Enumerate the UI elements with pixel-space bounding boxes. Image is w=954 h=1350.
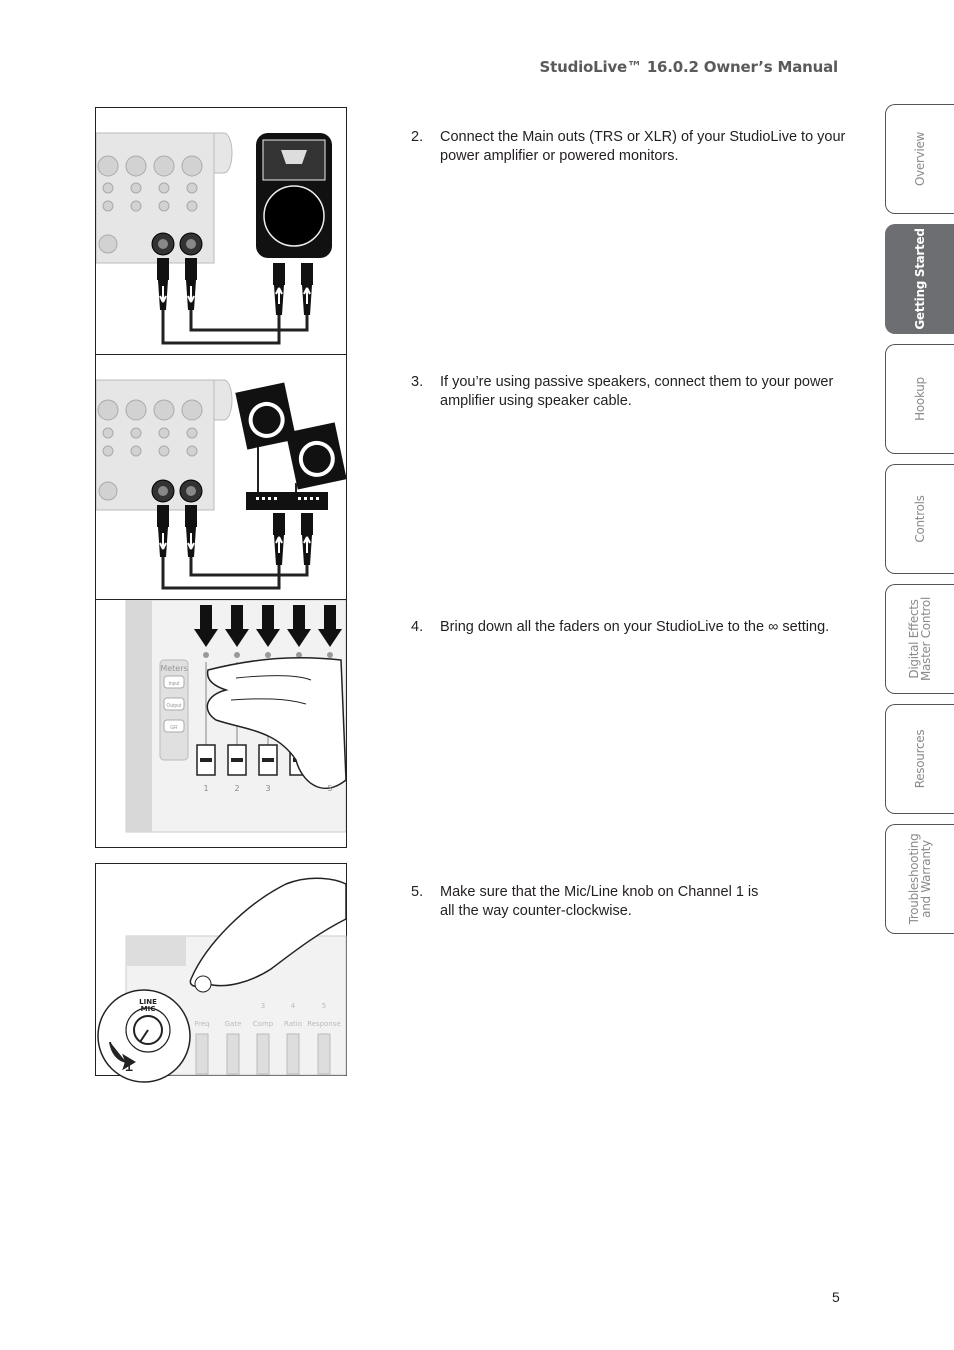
fader-number: 5 — [327, 784, 333, 793]
tab-label: Troubleshooting and Warranty — [907, 833, 933, 925]
strip-label: Gate — [224, 1020, 242, 1028]
channel-number: 1 — [123, 1056, 135, 1075]
strip-label: Comp — [252, 1020, 274, 1028]
passive-speaker-illustration — [96, 355, 346, 600]
figure-faders-down — [95, 599, 347, 848]
tab-label: Controls — [913, 495, 927, 543]
tab-troubleshooting-and-warranty[interactable] — [885, 824, 954, 934]
strip-number: 4 — [290, 1002, 296, 1010]
figure-mic-line-knob — [95, 863, 347, 1076]
step-text: Bring down all the faders on your StudioLive to the ∞ setting. — [440, 619, 830, 635]
figure-passive-speaker-hookup — [95, 354, 347, 601]
meter-button-label: Input — [168, 681, 180, 687]
header-title: StudioLive™ 16.0.2 Owner’s Manual — [539, 58, 838, 76]
fader-number: 1 — [203, 784, 209, 793]
fader-number: 3 — [265, 784, 271, 793]
strip-label: Freq — [194, 1020, 210, 1028]
tab-overview[interactable] — [885, 104, 954, 214]
tab-label: Hookup — [913, 377, 927, 421]
step-text: If you’re using passive speakers, connect them to your power amplifier using speaker cable. — [440, 374, 834, 409]
mic-line-knob-illustration — [96, 864, 346, 1075]
knob-label-line: LINE — [139, 998, 157, 1006]
tab-resources[interactable] — [885, 704, 954, 814]
tab-digital-effects-master-control[interactable] — [885, 584, 954, 694]
page-number: 5 — [832, 1289, 840, 1305]
strip-number: 3 — [260, 1002, 266, 1010]
tab-label: Digital Effects Master Control — [907, 597, 933, 681]
tab-hookup[interactable] — [885, 344, 954, 454]
step-number: 3. — [411, 374, 424, 390]
powered-monitor-illustration — [96, 108, 346, 356]
step-text: Make sure that the Mic/Line knob on Channel 1 is all the way counter-clockwise. — [440, 884, 759, 919]
faders-illustration — [96, 600, 346, 847]
step-text: Connect the Main outs (TRS or XLR) of your StudioLive to your power amplifier or powered monitors. — [440, 129, 846, 164]
tab-label: Overview — [913, 131, 927, 187]
step-number: 4. — [411, 619, 424, 635]
tab-getting-started[interactable] — [885, 224, 954, 334]
meters-label: Meters — [160, 664, 188, 673]
meter-button-label: GR — [170, 725, 178, 731]
knob-label-mic: MIC — [140, 1005, 156, 1013]
strip-label: Response — [307, 1020, 341, 1028]
step-number: 5. — [411, 884, 424, 900]
tab-controls[interactable] — [885, 464, 954, 574]
fader-number: 2 — [234, 784, 240, 793]
figure-powered-monitor-hookup — [95, 107, 347, 357]
strip-label: Ratio — [284, 1020, 302, 1028]
tab-label: Getting Started — [913, 228, 927, 330]
step-number: 2. — [411, 129, 424, 145]
meter-button-label: Output — [166, 703, 182, 709]
strip-number: 5 — [321, 1002, 327, 1010]
tab-label: Resources — [913, 729, 927, 789]
